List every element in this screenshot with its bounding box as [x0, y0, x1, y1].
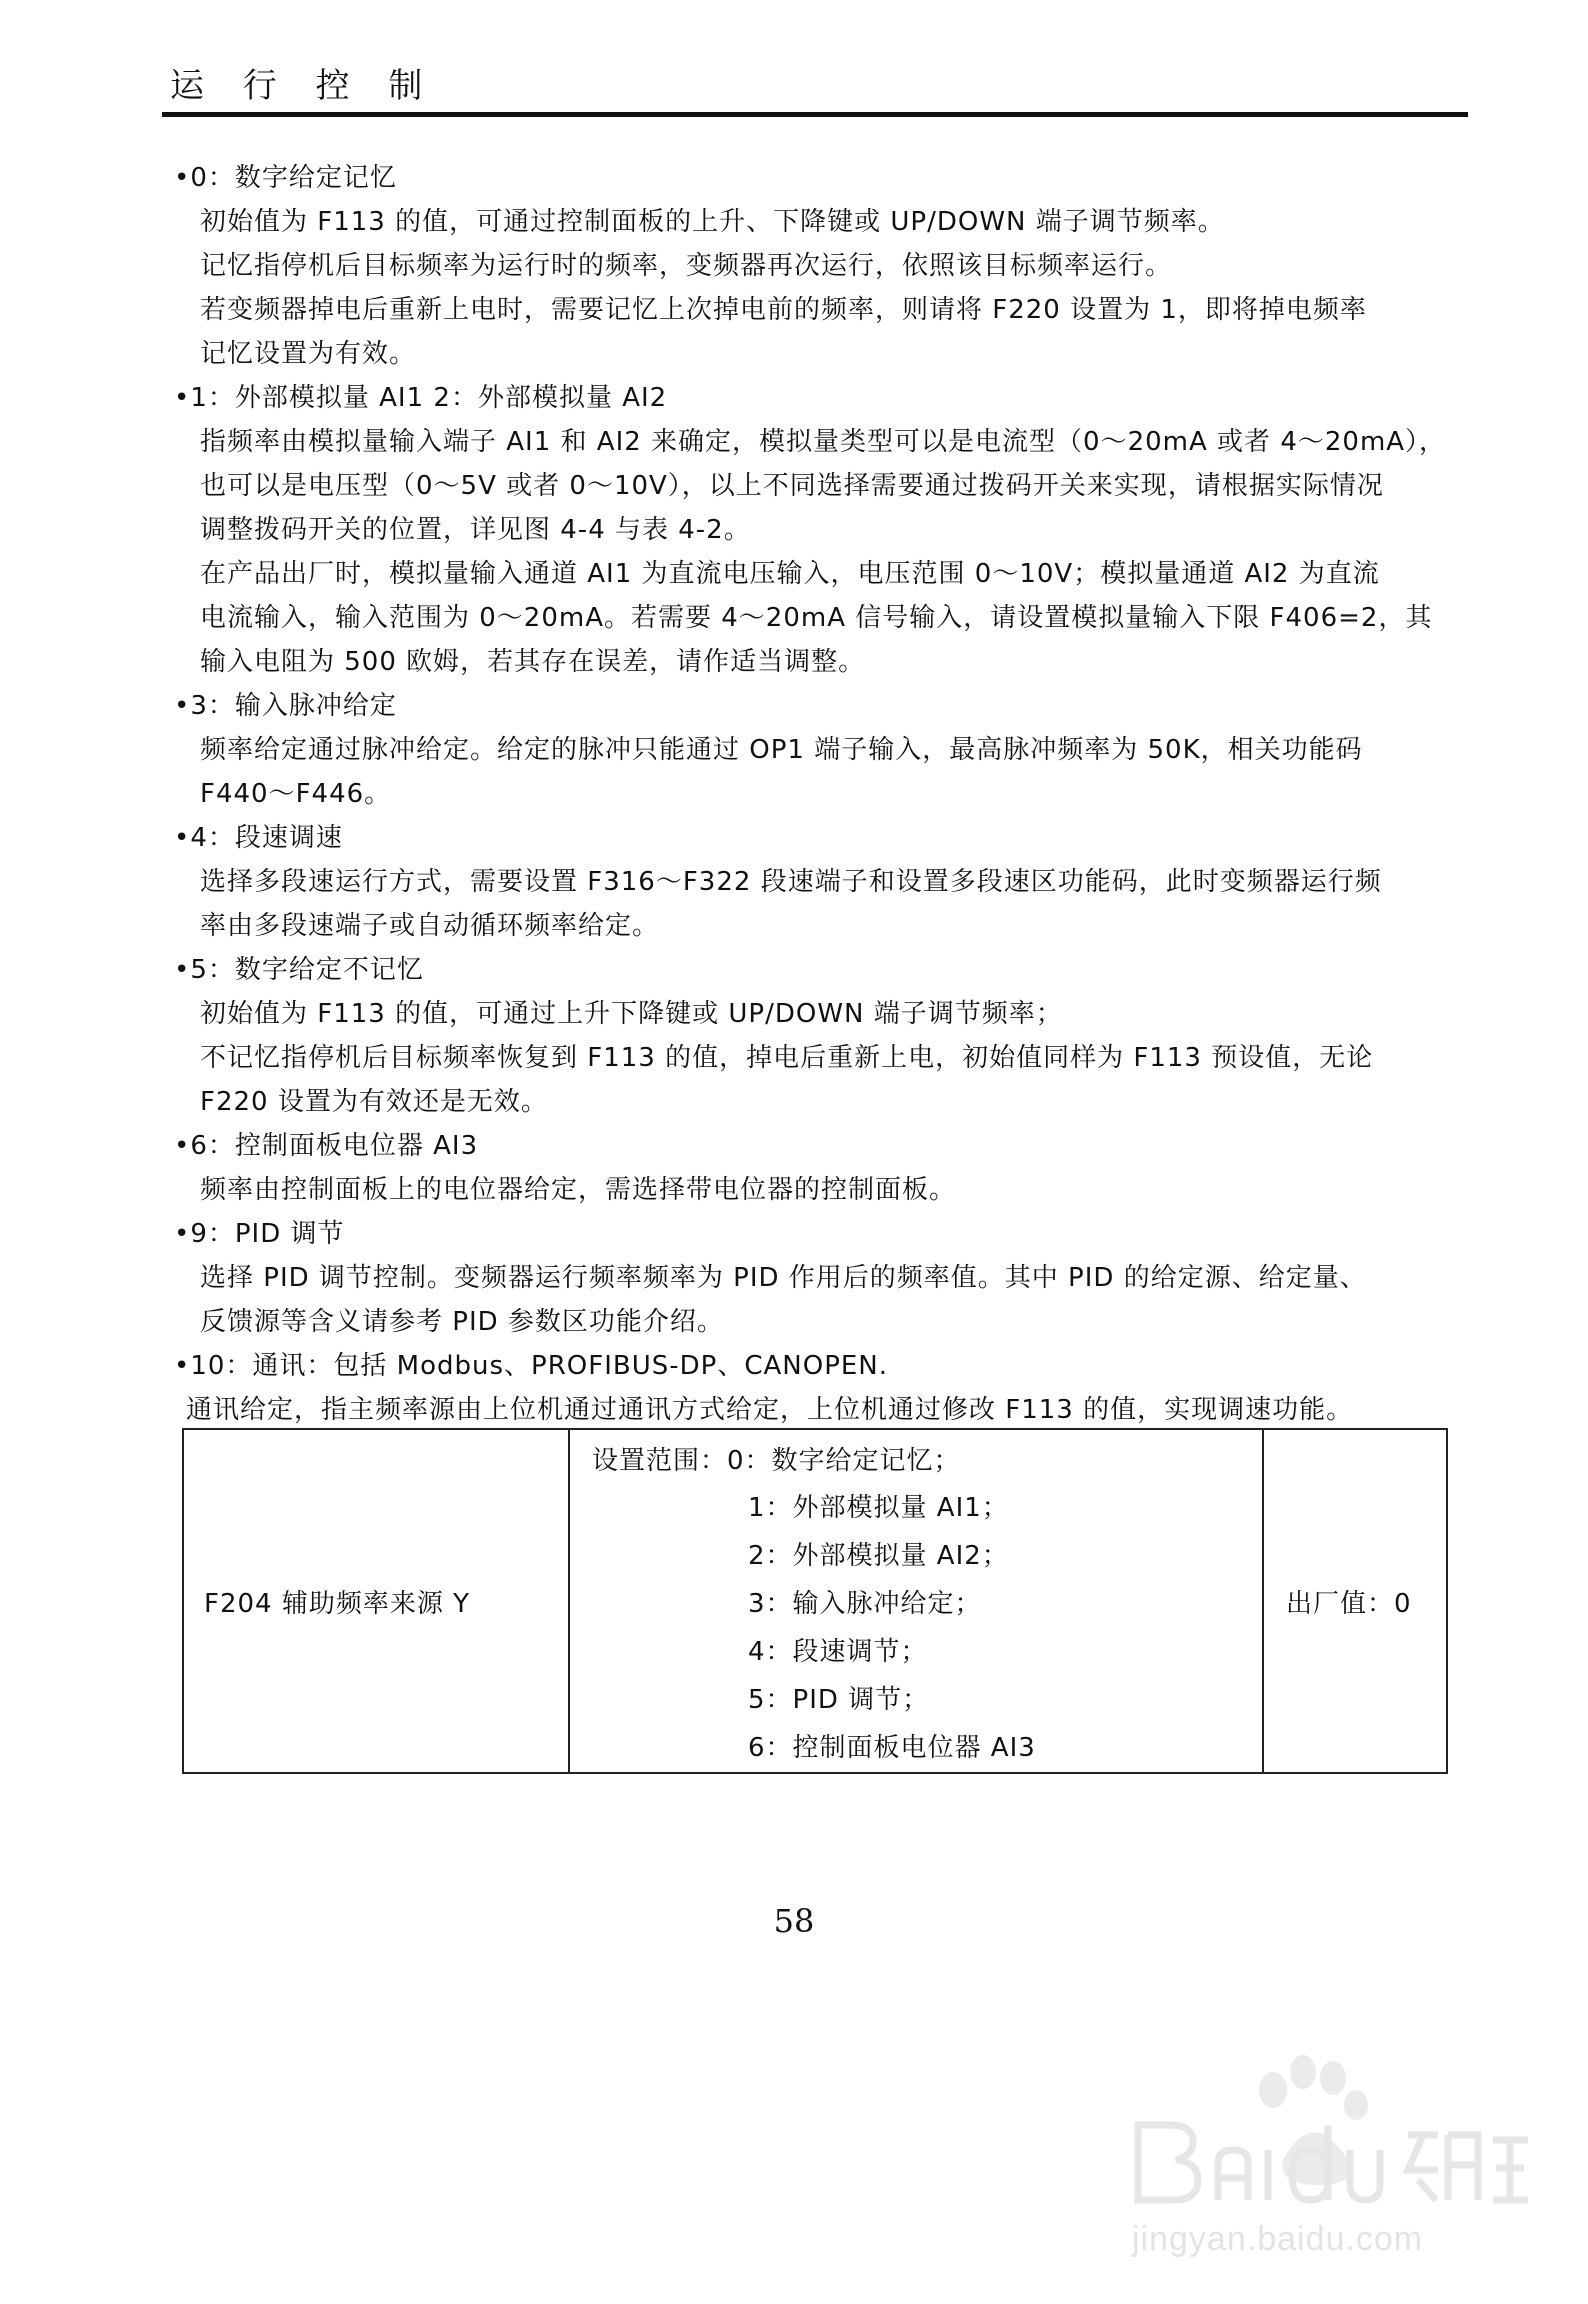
paragraph-line: 频率由控制面板上的电位器给定，需选择带电位器的控制面板。	[200, 1175, 957, 1205]
baidu-jingyan-watermark	[1118, 2050, 1538, 2290]
range-item: 4：段速调节；	[748, 1637, 928, 1667]
paragraph-line: 调整拨码开关的位置，详见图 4-4 与表 4-2。	[200, 515, 751, 545]
paragraph-line: 指频率由模拟量输入端子 AI1 和 AI2 来确定，模拟量类型可以是电流型（0～20mA 或者 4～20mA），	[200, 427, 1447, 457]
paragraph-line: 反馈源等含义请参考 PID 参数区功能介绍。	[200, 1307, 724, 1337]
paragraph-line: 不记忆指停机后目标频率恢复到 F113 的值，掉电后重新上电，初始值同样为 F113 预设值，无论	[200, 1043, 1374, 1073]
paragraph-line: 也可以是电压型（0～5V 或者 0～10V），以上不同选择需要通过拨码开关来实现，请根据实际情况	[200, 471, 1384, 501]
range-head: 设置范围：0：数字给定记忆；	[592, 1446, 961, 1476]
paragraph-line: 记忆指停机后目标频率为运行时的频率，变频器再次运行，依照该目标频率运行。	[200, 251, 1173, 281]
range-item: 6：控制面板电位器 AI3	[748, 1733, 1036, 1763]
paragraph-line: 频率给定通过脉冲给定。给定的脉冲只能通过 OP1 端子输入，最高脉冲频率为 50K，相关功能码	[200, 735, 1363, 765]
paragraph-line: 选择多段速运行方式，需要设置 F316～F322 段速端子和设置多段速区功能码，此时变频器运行频	[200, 867, 1382, 897]
section-head: •5：数字给定不记忆	[174, 955, 424, 985]
page-number: 58	[773, 1902, 815, 1940]
paragraph-line: 率由多段速端子或自动循环频率给定。	[200, 911, 660, 941]
paragraph-line: 若变频器掉电后重新上电时，需要记忆上次掉电前的频率，则请将 F220 设置为 1，即将掉电频率	[200, 295, 1367, 325]
paragraph-line: 初始值为 F113 的值，可通过控制面板的上升、下降键或 UP/DOWN 端子调节频率。	[200, 207, 1225, 237]
section-head: •9：PID 调节	[174, 1219, 345, 1249]
section-head: •0：数字给定记忆	[174, 163, 397, 193]
paragraph-line: 初始值为 F113 的值，可通过上升下降键或 UP/DOWN 端子调节频率；	[200, 999, 1063, 1029]
default-value-cell: 出厂值：0	[1263, 1429, 1447, 1773]
range-item: 5：PID 调节；	[748, 1685, 930, 1715]
baidu-logo-icon	[1118, 2050, 1538, 2220]
range-item: 3：输入脉冲给定；	[748, 1589, 982, 1619]
range-item: 2：外部模拟量 AI2；	[748, 1541, 1009, 1571]
section-head: •4：段速调速	[174, 823, 343, 853]
paragraph-line: 在产品出厂时，模拟量输入通道 AI1 为直流电压输入，电压范围 0～10V；模拟量通道 AI2 为直流	[200, 559, 1380, 589]
paragraph-line: 通讯给定，指主频率源由上位机通过通讯方式给定，上位机通过修改 F113 的值，实现调速功能。	[186, 1395, 1354, 1425]
watermark-url: jingyan.baidu.com	[1132, 2220, 1424, 2258]
paragraph-line: F220 设置为有效还是无效。	[200, 1087, 548, 1117]
section-head: •10：通讯：包括 Modbus、PROFIBUS-DP、CANOPEN.	[174, 1351, 889, 1381]
param-name-cell: F204 辅助频率来源 Y	[183, 1429, 569, 1773]
range-item: 1：外部模拟量 AI1；	[748, 1493, 1009, 1523]
param-range-cell	[569, 1429, 1263, 1773]
paragraph-line: 电流输入，输入范围为 0～20mA。若需要 4～20mA 信号输入，请设置模拟量输入下限 F406=2，其	[200, 603, 1433, 633]
paragraph-line: 输入电阻为 500 欧姆，若其存在误差，请作适当调整。	[200, 647, 866, 677]
table-row	[183, 1429, 1447, 1773]
section-head: •6：控制面板电位器 AI3	[174, 1131, 479, 1161]
paragraph-line: F440～F446。	[200, 779, 392, 809]
section-head: •3：输入脉冲给定	[174, 691, 397, 721]
page-header-title: 运 行 控 制	[170, 66, 437, 106]
body-content	[174, 156, 1474, 1432]
paragraph-line: 选择 PID 调节控制。变频器运行频率频率为 PID 作用后的频率值。其中 PID 的给定源、给定量、	[200, 1263, 1367, 1293]
paragraph-line: 记忆设置为有效。	[200, 339, 417, 369]
parameter-table	[182, 1428, 1448, 1774]
section-head: •1：外部模拟量 AI1 2：外部模拟量 AI2	[174, 383, 668, 413]
header-rule	[162, 112, 1468, 117]
